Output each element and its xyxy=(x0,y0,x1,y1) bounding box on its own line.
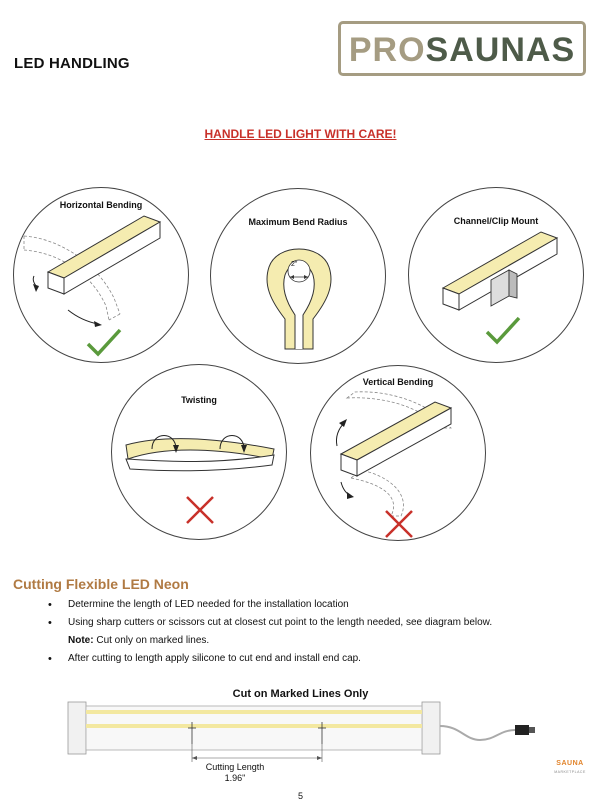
diagram-title: Cut on Marked Lines Only xyxy=(232,688,369,700)
figure-maximum-bend-radius xyxy=(210,188,386,364)
cutting-length xyxy=(150,762,320,784)
cut-diagram xyxy=(60,700,540,770)
check-icon xyxy=(84,328,124,358)
figure-caption-radius: Maximum Bend Radius xyxy=(248,217,348,227)
warning-heading: HANDLE LED LIGHT WITH CARE! xyxy=(204,127,397,141)
section-heading-cutting: Cutting Flexible LED Neon xyxy=(13,576,189,592)
figure-caption-channel: Channel/Clip Mount xyxy=(453,216,539,226)
bend-radius-illustration xyxy=(211,189,386,364)
logo-text-saunas: SAUNAS xyxy=(425,31,576,69)
figure-caption-vertical: Vertical Bending xyxy=(362,377,434,387)
prosaunas-logo xyxy=(338,21,586,76)
figure-channel-clip-mount xyxy=(408,187,584,363)
cutting-length-value: 1.96" xyxy=(224,773,246,783)
figure-caption-twisting: Twisting xyxy=(181,395,217,405)
instruction-item: • After cutting to length apply silicone to cut end and install end cap. xyxy=(40,650,560,668)
logo-text-pro: PRO xyxy=(348,31,426,69)
instruction-item: • Using sharp cutters or scissors cut at closest cut point to the length needed, see diagram below. xyxy=(40,614,560,632)
figure-horizontal-bending xyxy=(13,187,189,363)
instruction-item: • Determine the length of LED needed for the installation location xyxy=(40,596,560,614)
cutting-instructions xyxy=(40,596,560,668)
instruction-note xyxy=(40,632,560,650)
cross-icon xyxy=(383,509,415,539)
sauna-marketplace-logo: SAUNA xyxy=(556,760,584,767)
check-icon xyxy=(483,316,523,346)
figure-vertical-bending xyxy=(310,365,486,541)
figure-twisting xyxy=(111,364,287,540)
cutting-length-label: Cutting Length xyxy=(205,762,265,772)
figure-caption-horizontal: Horizontal Bending xyxy=(59,200,143,210)
cross-icon xyxy=(184,495,216,525)
page-number: 5 xyxy=(297,791,303,801)
note-label: Note: xyxy=(68,635,94,646)
bend-radius-value: 2" xyxy=(291,261,298,268)
note-text: Cut only on marked lines. xyxy=(93,635,210,646)
page-title: LED HANDLING xyxy=(14,55,130,72)
sauna-marketplace-subtitle: MARKETPLACE xyxy=(554,770,586,774)
